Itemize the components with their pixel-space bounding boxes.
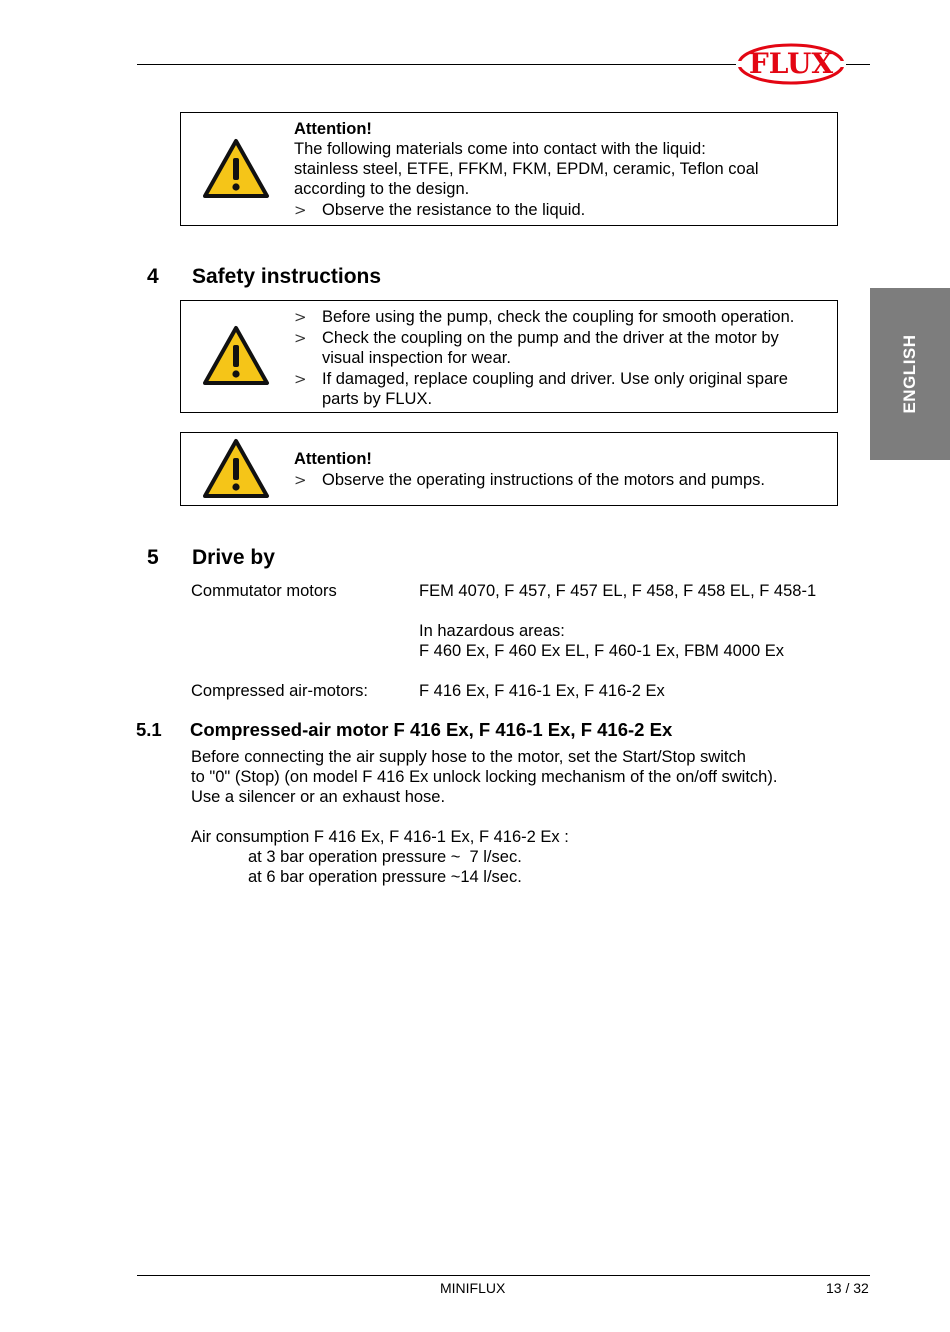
- section-title: Safety instructions: [192, 265, 382, 288]
- attention-text-line: The following materials come into contact with the liquid:: [294, 140, 706, 158]
- pressure-line: at 3 bar operation pressure ~ 7 l/sec.: [248, 848, 522, 866]
- paragraph-line: Before connecting the air supply hose to the motor, set the Start/Stop switch: [191, 748, 746, 766]
- pressure-line: at 6 bar operation pressure ~14 l/sec.: [248, 868, 522, 886]
- footer-title: MINIFLUX: [440, 1280, 506, 1296]
- attention-text-line: stainless steel, ETFE, FFKM, FKM, EPDM, ceramic, Teflon coal: [294, 160, 759, 178]
- bullet-marker: >: [294, 308, 307, 326]
- language-tab: [870, 288, 950, 460]
- flux-logo: [736, 42, 846, 86]
- attention-bullet-text: Observe the resistance to the liquid.: [322, 201, 586, 219]
- drive-label: Commutator motors: [191, 582, 337, 600]
- bullet-marker: >: [294, 201, 307, 219]
- logo-text: FLUX: [748, 47, 834, 80]
- language-tab-label: ENGLISH: [900, 334, 919, 414]
- drive-label: Compressed air-motors:: [191, 682, 368, 700]
- safety-bullet-text: If damaged, replace coupling and driver. Use only original spare: [322, 370, 788, 388]
- drive-value: F 416 Ex, F 416-1 Ex, F 416-2 Ex: [419, 682, 665, 700]
- drive-value: FEM 4070, F 457, F 457 EL, F 458, F 458 EL, F 458-1: [419, 582, 817, 600]
- bullet-marker: >: [294, 370, 307, 388]
- section-number: 5: [147, 546, 159, 569]
- attention-title: Attention!: [294, 450, 372, 468]
- section-title: Drive by: [192, 546, 275, 569]
- attention-box-materials: [180, 112, 838, 226]
- safety-bullet-text: parts by FLUX.: [322, 390, 433, 408]
- drive-value: F 460 Ex, F 460 Ex EL, F 460-1 Ex, FBM 4000 Ex: [419, 642, 784, 660]
- section-number: 4: [147, 265, 159, 288]
- warning-icon: [202, 438, 270, 500]
- drive-value: In hazardous areas:: [419, 622, 565, 640]
- safety-bullet-text: Check the coupling on the pump and the driver at the motor by: [322, 329, 779, 347]
- subsection-number: 5.1: [136, 719, 162, 740]
- safety-bullet-text: visual inspection for wear.: [322, 349, 511, 367]
- safety-box: [180, 300, 838, 413]
- bullet-marker: >: [294, 471, 307, 489]
- attention-bullet-text: Observe the operating instructions of the motors and pumps.: [322, 471, 765, 489]
- paragraph-line: Use a silencer or an exhaust hose.: [191, 788, 446, 806]
- safety-bullet-text: Before using the pump, check the coupling for smooth operation.: [322, 308, 795, 326]
- page-number: 13 / 32: [826, 1280, 869, 1296]
- footer-rule: [137, 1275, 870, 1276]
- paragraph-line: to "0" (Stop) (on model F 416 Ex unlock locking mechanism of the on/off switch).: [191, 768, 778, 786]
- subsection-title: Compressed-air motor F 416 Ex, F 416-1 Ex, F 416-2 Ex: [190, 719, 673, 740]
- warning-icon: [202, 325, 270, 387]
- attention-box-operating: [180, 432, 838, 506]
- bullet-marker: >: [294, 329, 307, 347]
- warning-icon: [202, 138, 270, 200]
- attention-title: Attention!: [294, 120, 372, 138]
- air-consumption-label: Air consumption F 416 Ex, F 416-1 Ex, F 416-2 Ex :: [191, 828, 569, 846]
- attention-text-line: according to the design.: [294, 180, 470, 198]
